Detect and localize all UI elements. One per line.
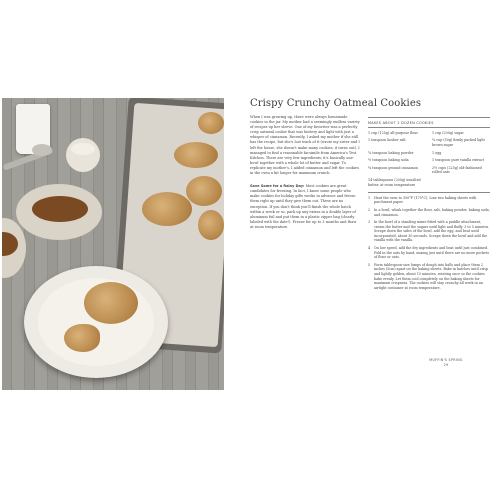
plate-cookie [84,282,138,324]
book-spread [2,98,494,394]
ingredient: 1 teaspoon kosher salt [368,138,406,143]
spoon-bowl [32,144,52,156]
step-text: In a bowl, whisk together the flour, salt, baking powder, baking soda, and cinnamon. [374,207,490,217]
ingredient: 1 cup (200g) sugar [432,130,464,135]
step [368,196,490,205]
tray-cookie [198,210,224,240]
intro-column [250,115,360,230]
step-text: Form tablespoon-size lumps of dough into balls and place them 2 inches (5cm) apart on the baking sheets. Bake in batches until crisp and lightly golden, about 15 minutes, rotating once so the cookies bake evenly. Let them cool completely on the baking sheets for maximum crispness. The cookies will stay crunchy all week in an airtight container at room temperature. [374,262,489,290]
tea [32,196,88,222]
ingredient: 1 egg [432,150,442,155]
step-number: 3 [368,220,371,225]
step-number: 4 [368,246,371,251]
ingredient: 14 tablespoons (200g) unsalted butter, at room temperature [368,177,421,187]
step-text: In the bowl of a standing mixer fitted with a paddle attachment, cream the butter and the sugars until light and fluffy, 3 to 5 minutes. Scrape down the sides of the bowl, add the egg, and beat until incorporated, about 30 seconds. Scrape down the bowl and add the vanilla with the vanilla. [374,220,490,243]
step [368,263,490,291]
ingredients-list [368,131,490,190]
section-name: MUFFIN'S SPRING [429,358,463,362]
ingredient: ¾ teaspoon baking powder [368,150,414,155]
recipe-column [368,115,490,290]
step-number: 1 [368,195,371,200]
recipe-page [238,98,494,394]
recipe-title: Crispy Crunchy Oatmeal Cookies [250,98,422,109]
tip-text: Most cookies are great candidates for freezing. In fact, I know some people who make cookies for holiday gifts weeks in advance and freeze them right up until they give them out. These are no exception. If you don't think you'll finish the whole batch within a week or so, pack up any extras in a double layer of aluminum foil and put them in a plastic zipper bag (clearly labeled with the date!). Freeze for up to 3 months and thaw at room temperature. [250,184,357,229]
tray-cookie [142,192,192,226]
cookie-half [64,324,100,352]
ingredient [432,178,490,187]
ingredient: ½ teaspoon baking soda [368,158,409,163]
tip-label: Save Some for a Rainy Day: [250,184,305,189]
tray-cookie [174,142,218,168]
sugar [71,143,95,155]
ingredient: 1 teaspoon pure vanilla extract [432,158,485,163]
cookie-photo [2,98,224,390]
ingredient: ¼ cup (50g) firmly packed light brown sugar [432,138,485,147]
yield-heading: MAKES ABOUT 2 DOZEN COOKIES [368,120,434,125]
ingredient: ¼ teaspoon ground cinnamon [368,165,418,170]
tray-cookie [198,112,224,134]
step [368,246,490,260]
page-number: 29 [443,362,449,367]
ingredient: 2½ cups (225g) old-fashioned rolled oats [432,165,482,175]
step [368,208,490,217]
divider [368,192,490,193]
tip-box [250,184,360,230]
page-footer [398,358,494,367]
divider [368,127,490,128]
step-number: 2 [368,207,371,212]
divider [368,117,490,118]
step-number: 5 [368,262,371,267]
step [368,220,490,243]
step-text: Heat the oven to 350°F (175°C). Line two baking sheets with parchment paper. [374,195,477,205]
ingredient: 1 cup (125g) all-purpose flour [368,130,418,135]
step-text: On low speed, add the dry ingredients and beat until just combined. Fold in the oats by hand, mixing just until there are no more pockets of flour or oats. [374,246,490,260]
tray-cookie [186,176,222,206]
intro-paragraph: When I was growing up, there were always homemade cookies in the jar. My mother had a seemingly endless variety of recipes up her sleeve. One of my favorites was a perfectly crisp oatmeal cookie that was buttery and light with just a whisper of cinnamon. Recently, I asked my mother if she still has the recipe, but she's lost track of it (wrote my sister and I left the house, she doesn't make many cookies, it turns out). I managed to find a reasonable facsimile from America's Test Kitchen. There are very few ingredients; it's basically one-bowl together with a whole lot of butter and sugar. To replicate my mother's, I added cinnamon and left the cookies in the oven a bit longer for maximum crunch. [250,115,360,176]
